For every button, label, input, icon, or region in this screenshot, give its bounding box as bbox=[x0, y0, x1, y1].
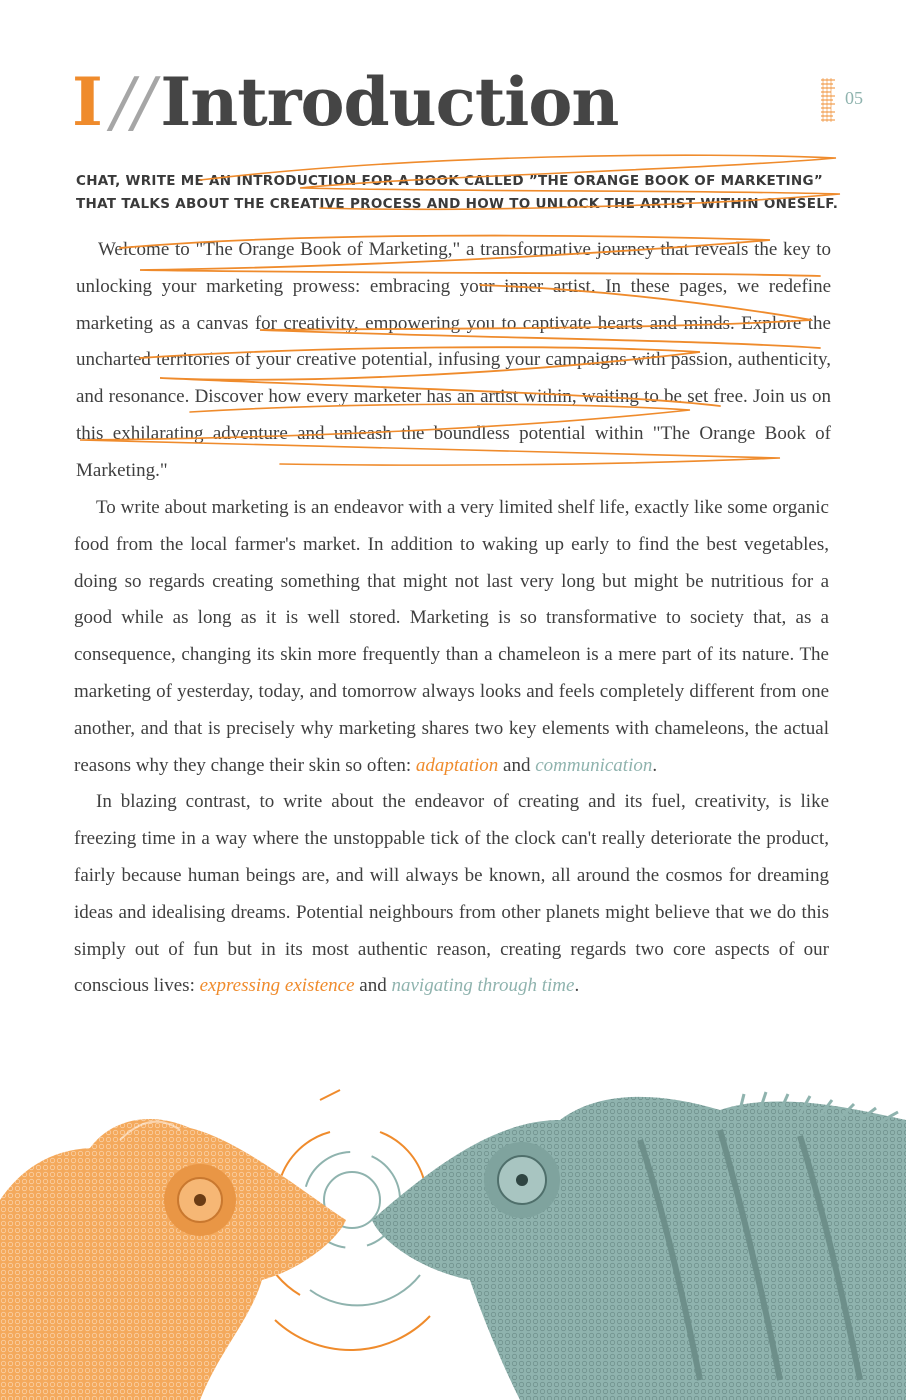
paragraph-marketing bbox=[74, 490, 829, 784]
orange-chameleon bbox=[0, 1119, 346, 1400]
chapter-number: I bbox=[72, 63, 102, 141]
chapter-heading bbox=[72, 62, 618, 143]
chapter-separator: // bbox=[111, 64, 155, 141]
chat-prompt bbox=[76, 170, 846, 216]
chameleons-illustration bbox=[0, 1080, 906, 1400]
chapter-title: Introduction bbox=[160, 63, 619, 141]
teal-chameleon bbox=[372, 1092, 906, 1400]
crossed-out-intro bbox=[76, 232, 831, 490]
period: . bbox=[574, 975, 580, 997]
conjunction: and bbox=[498, 754, 536, 776]
conjunction: and bbox=[354, 975, 392, 997]
page-marker-icon bbox=[820, 78, 836, 122]
paragraph-creativity-text: In blazing contrast, to write about the endeavor of creating and its fuel, creativity, is like freezing time in a way where the unstoppable tick of the clock can't really deteriorate the product, fairly because human beings are, and will always be known, all around the cosmos for dreaming ideas and idealising dreams. Potential neighbours from other planets might believe that we do this simply out of fun but in its most authentic reason, creating regards two core aspects of our conscious lives: bbox=[74, 791, 829, 997]
chat-prompt-line-2: THAT TALKS ABOUT THE CREATIVE PROCESS AND HOW TO UNLOCK THE ARTIST WITHIN ONESELF. bbox=[76, 196, 839, 212]
period: . bbox=[652, 754, 658, 776]
crossed-out-paragraph: Welcome to "The Orange Book of Marketing," a transformative journey that reveals the key to unlocking your marketing prowess: embracing your inner artist. In these pages, we redefine marketing as a canvas for creativity, empowering you to captivate hearts and minds. Explore the uncharted territories of your creative potential, infusing your campaigns with passion, authenticity, and resonance. Discover how every marketer has an artist within, waiting to be set free. Join us on this exhilarating adventure and unleash the boundless potential within "The Orange Book of Marketing." bbox=[76, 239, 831, 481]
highlight-adaptation: adaptation bbox=[415, 754, 499, 776]
page-number: 05 bbox=[845, 88, 863, 108]
highlight-navigating-through-time: navigating through time bbox=[391, 975, 575, 997]
paragraph-creativity bbox=[74, 784, 829, 1005]
paragraph-marketing-text: To write about marketing is an endeavor with a very limited shelf life, exactly like some organic food from the local farmer's market. In addition to waking up early to find the best vegetables, doing so regards creating something that might not last very long but might be nutritious for a good while as long as it is well stored. Marketing is so transformative to society that, as a consequence, changing its skin more frequently than a chameleon is a mere part of its nature. The marketing of yesterday, today, and tomorrow always looks and feels completely different from one another, and that is precisely why marketing shares two key elements with chameleons, the actual reasons why they change their skin so often: bbox=[74, 497, 829, 776]
highlight-communication: communication bbox=[535, 754, 653, 776]
body-text bbox=[74, 490, 829, 1005]
chat-prompt-line-1: CHAT, WRITE ME AN INTRODUCTION FOR A BOOK CALLED ”THE ORANGE BOOK OF MARKETING” bbox=[76, 173, 824, 189]
highlight-expressing-existence: expressing existence bbox=[199, 975, 355, 997]
